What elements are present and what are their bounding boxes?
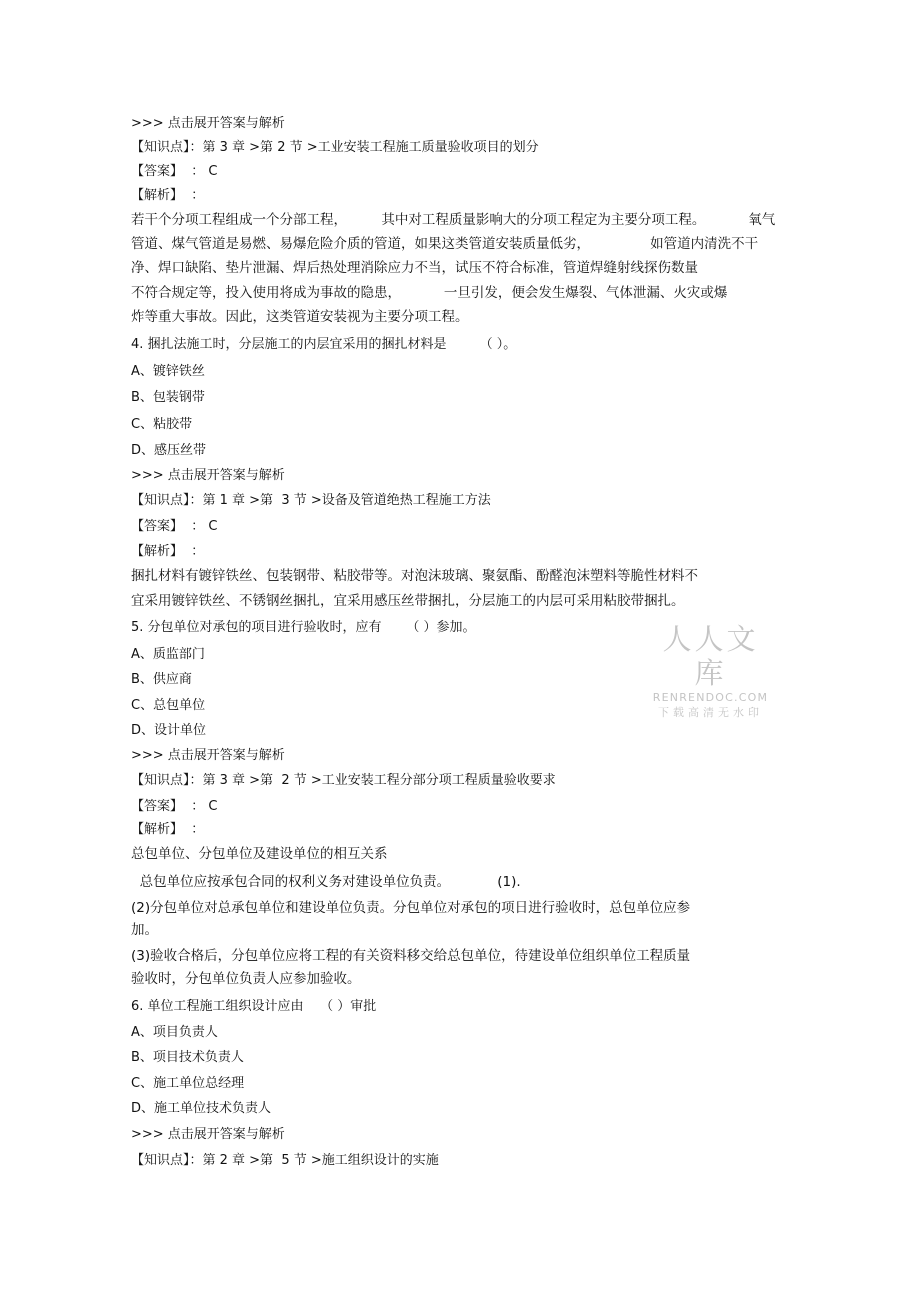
- analysis-label: 【解析】 ：: [131, 188, 205, 203]
- analysis-text: 管道、煤气管道是易燃、易爆危险介质的管道，如果这类管道安装质量低劣， 如管道内清洗不干: [131, 236, 759, 252]
- option-b[interactable]: B、包装钢带: [131, 390, 205, 405]
- analysis-text: 不符合规定等，投入使用将成为事故的隐患， 一旦引发，便会发生爆裂、气体泄漏、火灾或爆: [131, 285, 728, 301]
- analysis-label: 【解析】 ：: [131, 822, 205, 837]
- option-d[interactable]: D、感压丝带: [131, 443, 207, 458]
- analysis-text: (2)分包单位对总承包单位和建设单位负责。分包单位对承包的项日进行验收时，总包单位应参: [131, 900, 691, 916]
- answer-line: 【答案】 ： C: [131, 519, 218, 534]
- analysis-text: 总包单位应按承包合同的权利义务对建设单位负责。 (1).: [131, 874, 521, 890]
- knowledge-point: 【知识点】：第 3 章 >第 2 节 >工业安装工程施工质量验收项目的划分: [131, 140, 539, 155]
- option-d[interactable]: D、施工单位技术负责人: [131, 1101, 272, 1116]
- watermark: [648, 622, 773, 720]
- knowledge-point: 【知识点】：第 2 章 >第 5 节 >施工组织设计的实施: [131, 1153, 439, 1168]
- expand-answer-toggle[interactable]: >>> 点击展开答案与解析: [131, 468, 285, 483]
- option-b[interactable]: B、项目技术负责人: [131, 1050, 244, 1065]
- option-a[interactable]: A、镀锌铁丝: [131, 364, 205, 379]
- analysis-label: 【解析】 ：: [131, 544, 205, 559]
- option-c[interactable]: C、总包单位: [131, 698, 206, 713]
- question-stem: 4. 捆扎法施工时，分层施工的内层宜采用的捆扎材料是 （ ）。: [131, 337, 517, 352]
- analysis-text: 捆扎材料有镀锌铁丝、包装钢带、粘胶带等。对泡沫玻璃、聚氨酯、酚醛泡沫塑料等脆性材料不: [131, 568, 698, 584]
- question-stem: 6. 单位工程施工组织设计应由 （ ）审批: [131, 999, 377, 1014]
- option-d[interactable]: D、设计单位: [131, 723, 207, 738]
- analysis-text: 炸等重大事故。因此，这类管道安装视为主要分项工程。: [131, 309, 469, 325]
- expand-answer-toggle[interactable]: >>> 点击展开答案与解析: [131, 748, 285, 763]
- option-a[interactable]: A、项目负责人: [131, 1025, 218, 1040]
- watermark-logo: 人人文库: [662, 622, 759, 690]
- expand-answer-toggle[interactable]: >>> 点击展开答案与解析: [131, 1127, 285, 1142]
- knowledge-point: 【知识点】：第 3 章 >第 2 节 >工业安装工程分部分项工程质量验收要求: [131, 773, 556, 788]
- knowledge-point: 【知识点】：第 1 章 >第 3 节 >设备及管道绝热工程施工方法: [131, 493, 491, 508]
- option-c[interactable]: C、施工单位总经理: [131, 1076, 245, 1091]
- analysis-text: 加。: [131, 922, 158, 938]
- analysis-text: 验收时，分包单位负责人应参加验收。: [131, 971, 361, 987]
- analysis-text: 若干个分项工程组成一个分部工程， 其中对工程质量影响大的分项工程定为主要分项工程。 氧气: [131, 212, 776, 228]
- watermark-slogan: 下载高清无水印: [658, 706, 763, 719]
- analysis-text: 净、焊口缺陷、垫片泄漏、焊后热处理消除应力不当，试压不符合标准，管道焊缝射线探伤数量: [131, 260, 698, 276]
- option-a[interactable]: A、质监部门: [131, 647, 205, 662]
- option-c[interactable]: C、粘胶带: [131, 417, 193, 432]
- analysis-text: 总包单位、分包单位及建设单位的相互关系: [131, 846, 388, 862]
- answer-line: 【答案】 ： C: [131, 799, 218, 814]
- question-stem: 5. 分包单位对承包的项目进行验收时，应有 （ ）参加。: [131, 620, 476, 635]
- analysis-text: 宜采用镀锌铁丝、不锈钢丝捆扎，宜采用感压丝带捆扎，分层施工的内层可采用粘胶带捆扎。: [131, 593, 685, 609]
- answer-line: 【答案】 ： C: [131, 164, 218, 179]
- watermark-domain: RENRENDOC.COM: [652, 691, 769, 704]
- analysis-text: (3)验收合格后，分包单位应将工程的有关资料移交给总包单位，待建设单位组织单位工程质量: [131, 948, 691, 964]
- expand-answer-toggle[interactable]: >>> 点击展开答案与解析: [131, 116, 285, 131]
- option-b[interactable]: B、供应商: [131, 672, 192, 687]
